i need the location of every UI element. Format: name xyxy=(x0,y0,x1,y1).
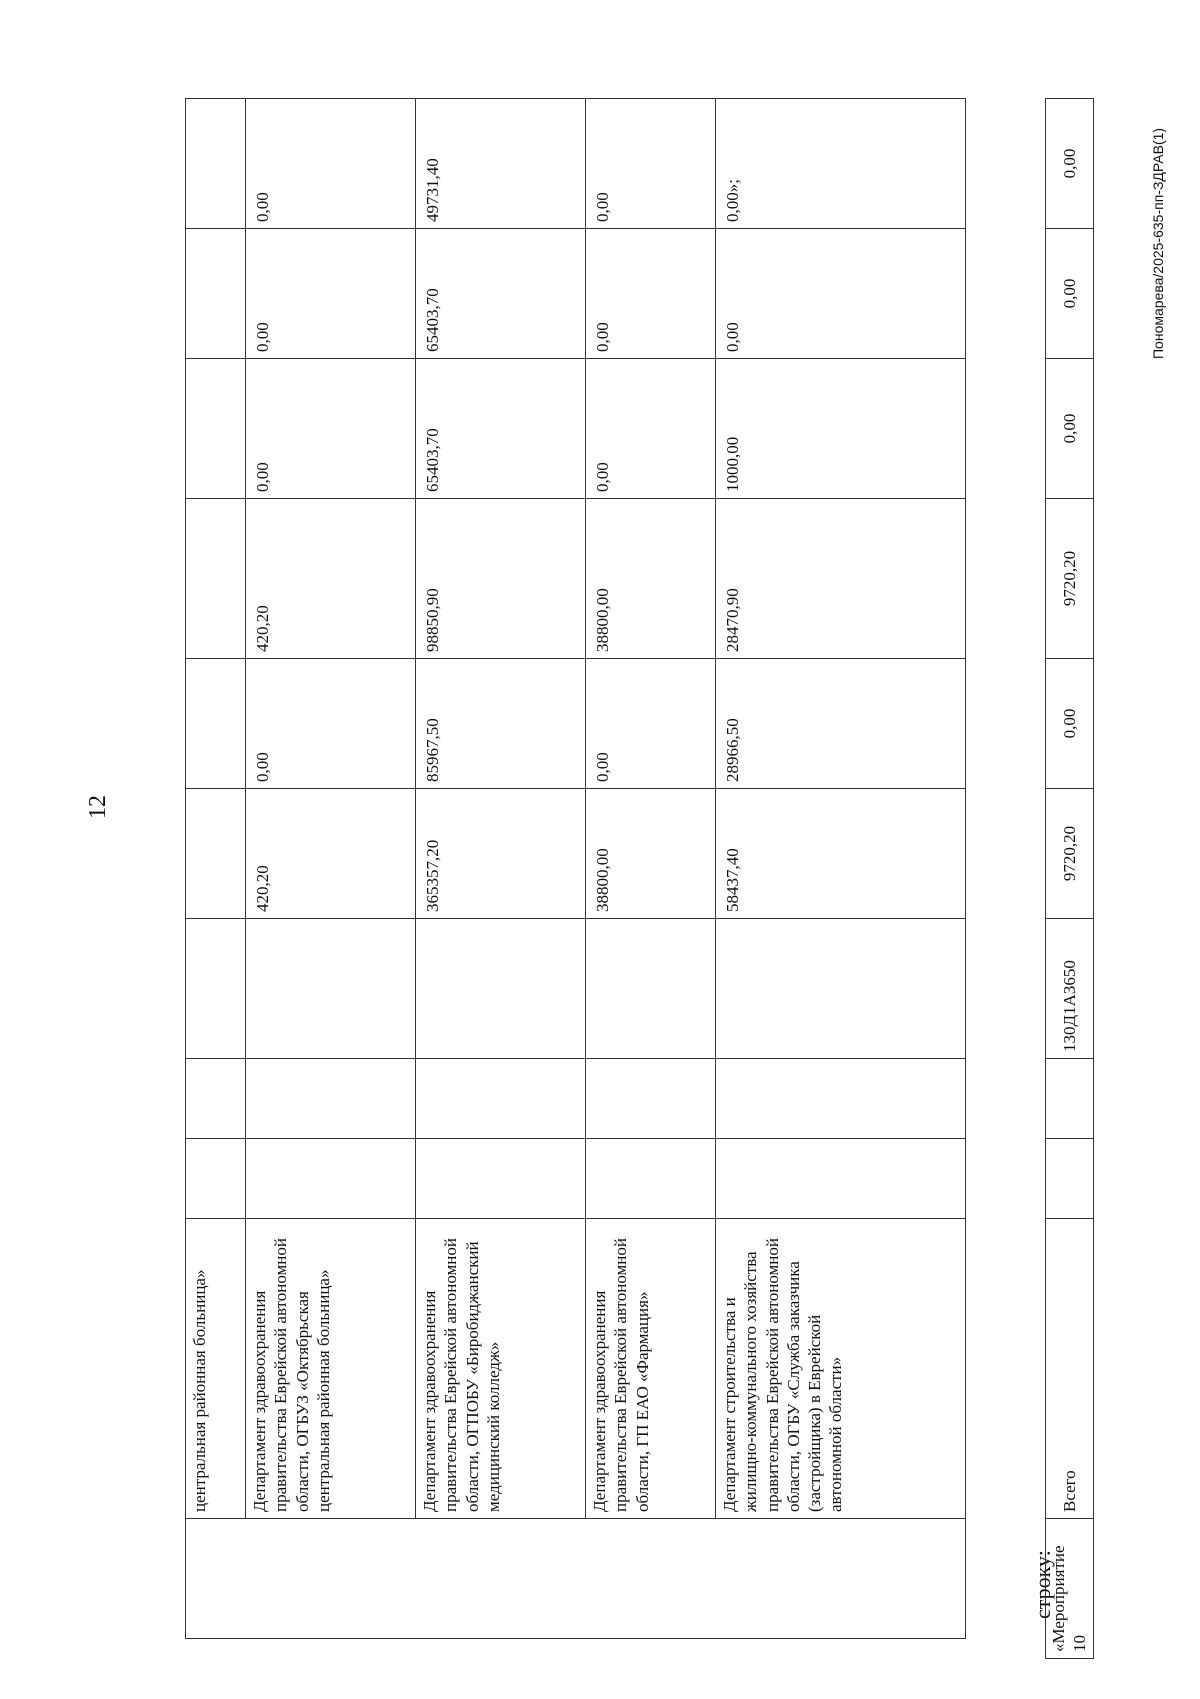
executor-cell: Департамент здравоохранения правительства Еврейской автономной области, ОГПОБУ «Биробиджанский медицинский колледж» xyxy=(416,1219,586,1519)
value-cell: 0,00 xyxy=(586,359,716,499)
value-cell xyxy=(186,789,246,919)
value-cell xyxy=(186,359,246,499)
value-cell: 65403,70 xyxy=(416,359,586,499)
executor-cell: Департамент здравоохранения правительства Еврейской автономной области, ГП ЕАО «Фармация» xyxy=(586,1219,716,1519)
table-row xyxy=(1046,99,1094,1659)
code-cell xyxy=(186,919,246,1059)
value-cell: 0,00 xyxy=(1046,99,1094,229)
code-cell xyxy=(586,919,716,1059)
page-number: 12 xyxy=(85,795,111,819)
budget-table xyxy=(185,98,966,1639)
value-cell: 0,00 xyxy=(716,229,966,359)
value-cell: 0,00 xyxy=(586,99,716,229)
value-cell: 0,00 xyxy=(586,229,716,359)
value-cell: 0,00 xyxy=(246,229,416,359)
value-cell: 28470,90 xyxy=(716,499,966,659)
document-reference: Пономарева/2025-635-пп-ЗДРАВ(1) xyxy=(1150,127,1166,359)
executor-cell: Всего xyxy=(1046,1219,1094,1519)
table-row xyxy=(186,99,246,1639)
value-cell: 1000,00 xyxy=(716,359,966,499)
value-cell: 38800,00 xyxy=(586,499,716,659)
value-cell: 0,00 xyxy=(246,99,416,229)
value-cell xyxy=(186,229,246,359)
value-cell: 420,20 xyxy=(246,499,416,659)
value-cell: 85967,50 xyxy=(416,659,586,789)
table-row xyxy=(716,99,966,1639)
value-cell: 0,00 xyxy=(246,659,416,789)
value-cell: 9720,20 xyxy=(1046,789,1094,919)
code-cell xyxy=(416,919,586,1059)
executor-cell: Департамент здравоохранения правительства Еврейской автономной области, ОГБУЗ «Октябрьская центральная районная больница» xyxy=(246,1219,416,1519)
table-row xyxy=(246,99,416,1639)
value-cell: 0,00»; xyxy=(716,99,966,229)
value-cell: 58437,40 xyxy=(716,789,966,919)
value-cell: 98850,90 xyxy=(416,499,586,659)
value-cell: 0,00 xyxy=(1046,229,1094,359)
table-row xyxy=(586,99,716,1639)
total-table xyxy=(1045,98,1094,1659)
value-cell: 38800,00 xyxy=(586,789,716,919)
code-cell: 130Д1А3650 xyxy=(1046,919,1094,1059)
value-cell: 0,00 xyxy=(246,359,416,499)
intro-text: строку: xyxy=(1030,1550,1055,1619)
value-cell: 0,00 xyxy=(586,659,716,789)
value-cell: 420,20 xyxy=(246,789,416,919)
code-cell xyxy=(246,919,416,1059)
measure-cell xyxy=(186,1519,966,1639)
value-cell xyxy=(186,499,246,659)
value-cell: 65403,70 xyxy=(416,229,586,359)
value-cell xyxy=(186,99,246,229)
value-cell: 28966,50 xyxy=(716,659,966,789)
executor-cell: центральная районная больница» xyxy=(186,1219,246,1519)
value-cell xyxy=(186,659,246,789)
code-cell xyxy=(716,919,966,1059)
value-cell: 0,00 xyxy=(1046,359,1094,499)
value-cell: 9720,20 xyxy=(1046,499,1094,659)
table-row xyxy=(416,99,586,1639)
executor-cell: Департамент строительства и жилищно-коммунального хозяйства правительства Еврейской автономной области, ОГБУ «Служба заказчика (застройщика) в Еврейской автономной области» xyxy=(716,1219,966,1519)
value-cell: 49731,40 xyxy=(416,99,586,229)
value-cell: 0,00 xyxy=(1046,659,1094,789)
value-cell: 365357,20 xyxy=(416,789,586,919)
measure-name-cell: «Мероприятие 10 xyxy=(1046,1519,1094,1659)
